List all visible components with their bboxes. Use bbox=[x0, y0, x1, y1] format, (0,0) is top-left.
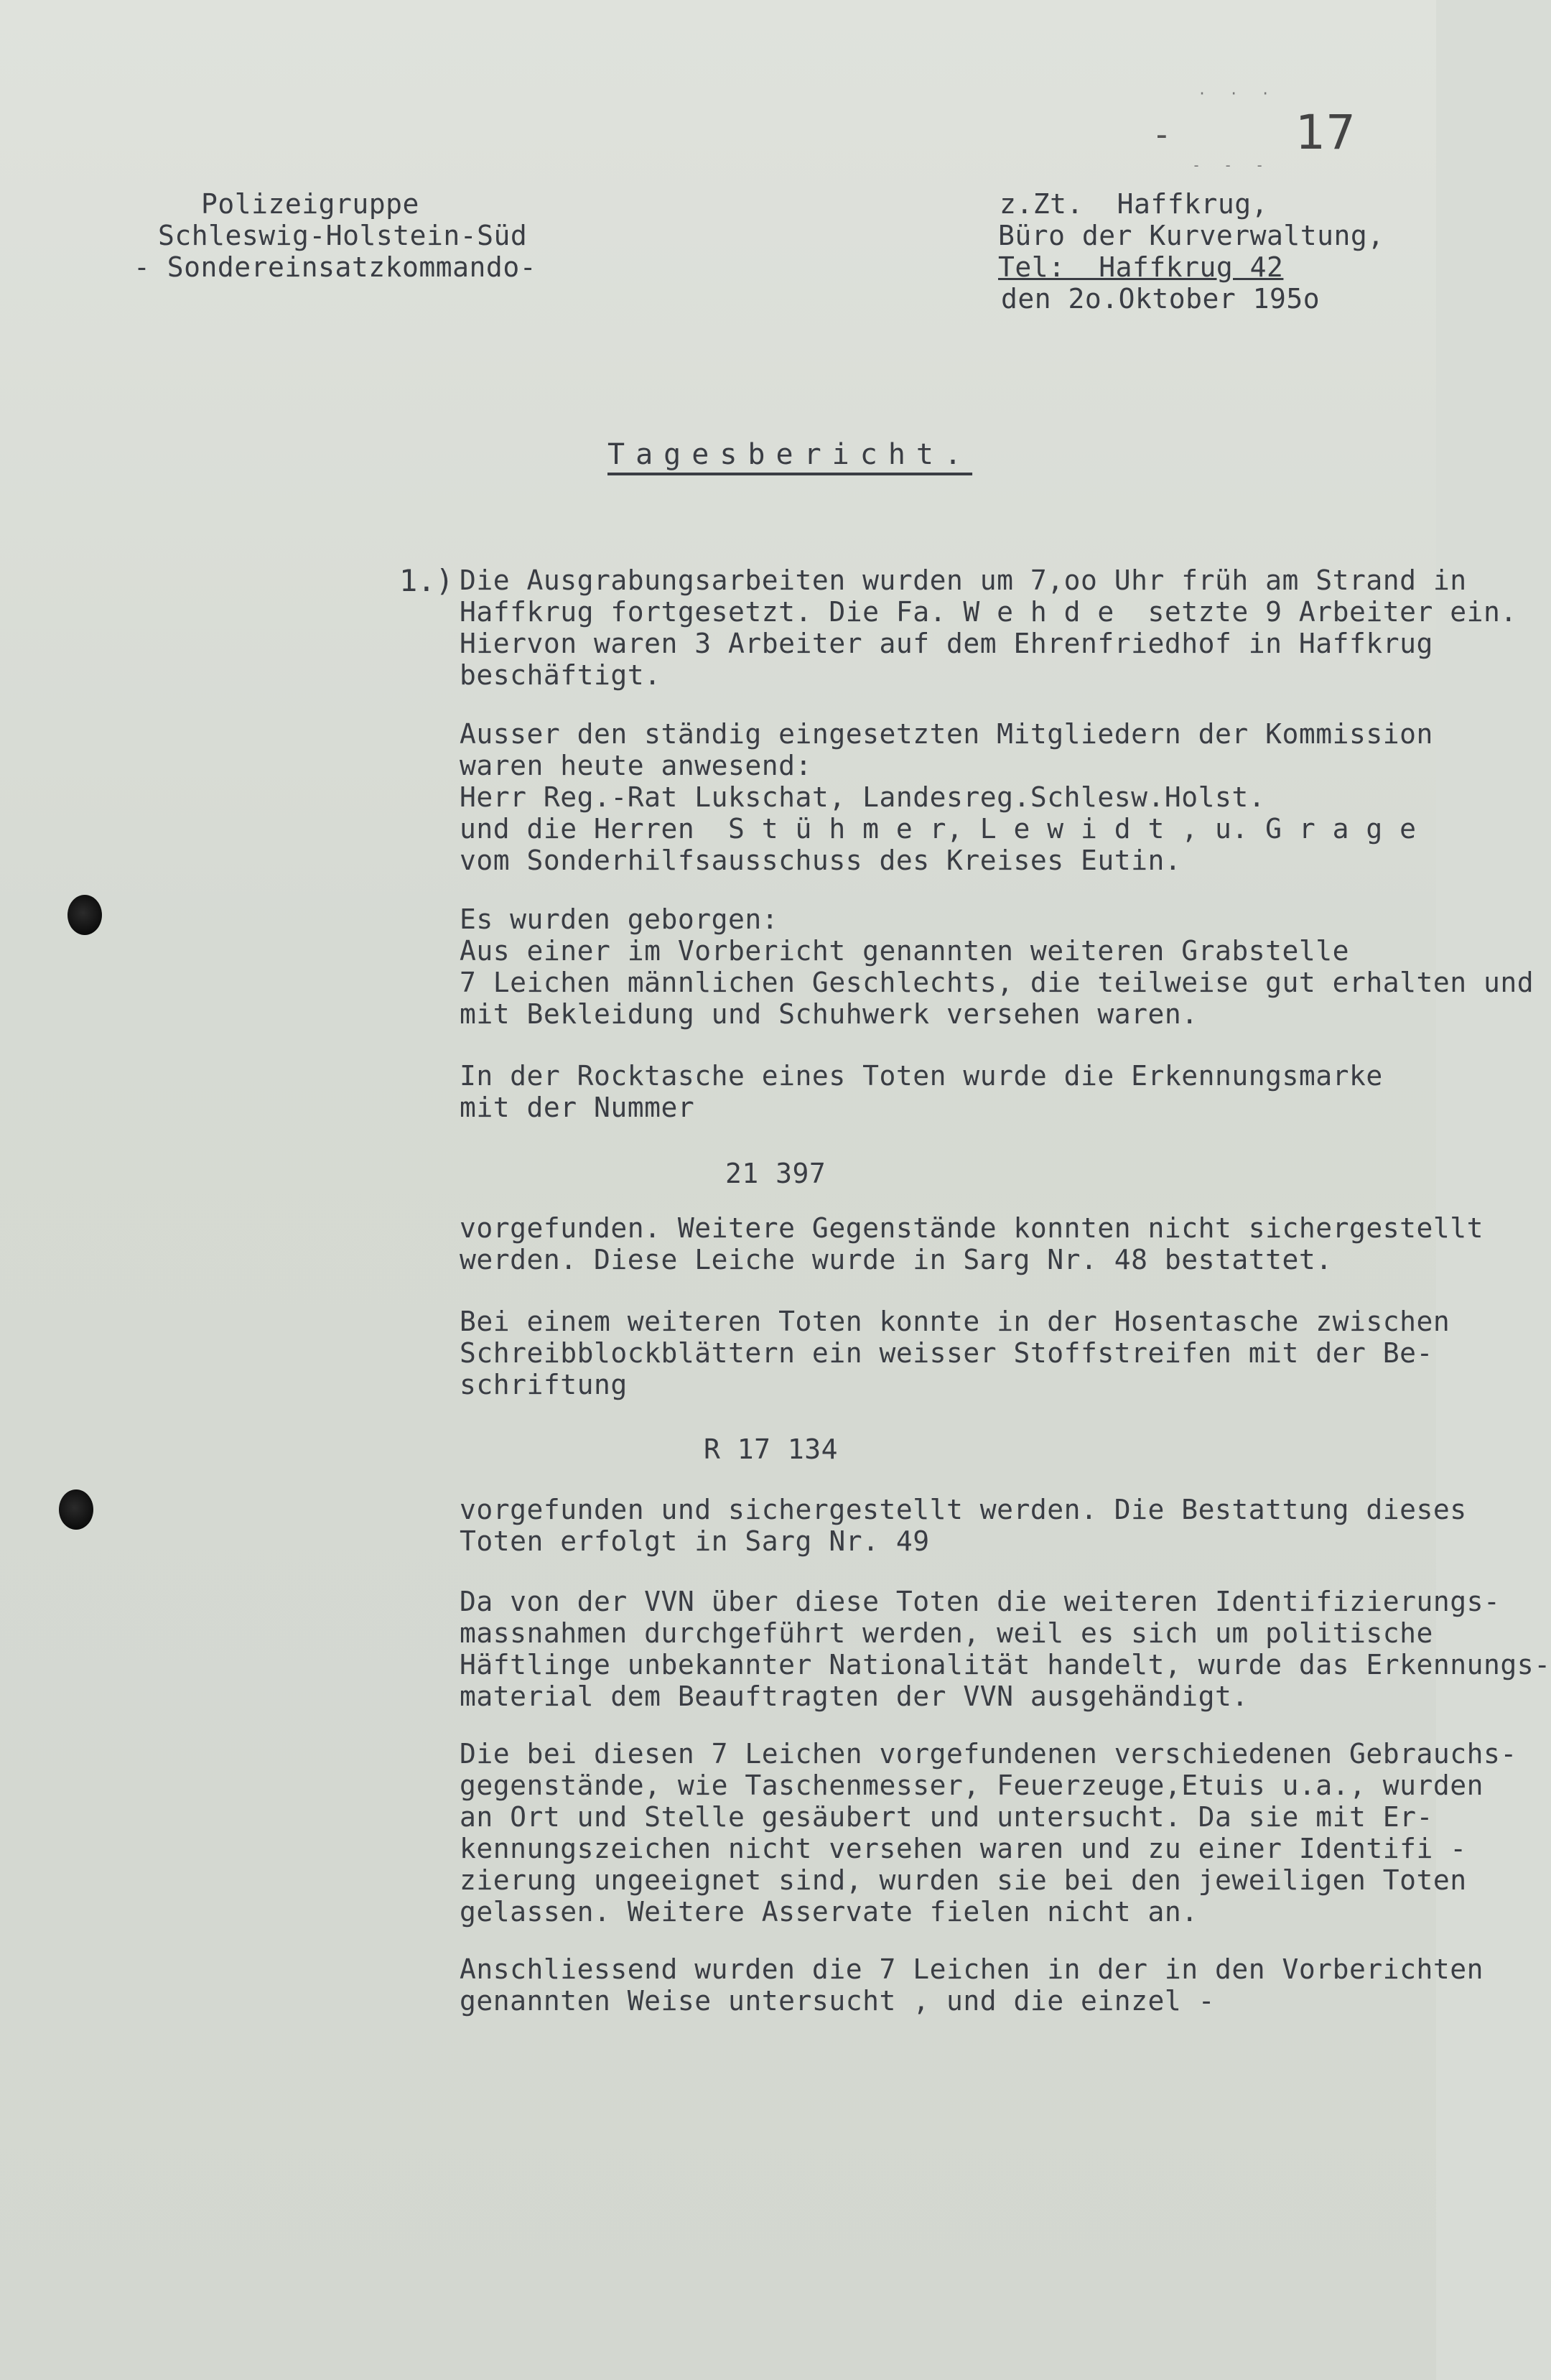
text-line: schriftung bbox=[460, 1369, 628, 1400]
page-number: 17 bbox=[1295, 105, 1356, 160]
paragraph bbox=[460, 1953, 1484, 2017]
text-line: Schreibblockblättern ein weisser Stoffstreifen mit der Be- bbox=[460, 1337, 1433, 1369]
paragraph bbox=[460, 718, 1433, 876]
punch-hole bbox=[59, 1489, 93, 1530]
paragraph bbox=[460, 1212, 1484, 1275]
header-left-line: - Sondereinsatzkommando- bbox=[134, 251, 537, 283]
text-line: zierung ungeeignet sind, wurden sie bei den jeweiligen Toten bbox=[460, 1864, 1467, 1896]
text-line: werden. Diese Leiche wurde in Sarg Nr. 48 bestattet. bbox=[460, 1244, 1333, 1275]
header-right-line: den 2o.Oktober 195o bbox=[1001, 283, 1321, 315]
paragraph bbox=[460, 564, 1517, 691]
paragraph bbox=[460, 1738, 1517, 1928]
text-line: Die bei diesen 7 Leichen vorgefundenen verschiedenen Gebrauchs- bbox=[460, 1738, 1517, 1770]
text-line: In der Rocktasche eines Toten wurde die Erkennungsmarke bbox=[460, 1060, 1383, 1092]
header-right-line: Tel: Haffkrug 42 bbox=[998, 251, 1284, 283]
text-line: an Ort und Stelle gesäubert und untersucht. Da sie mit Er- bbox=[460, 1801, 1433, 1833]
header-left-line: Schleswig-Holstein-Süd bbox=[158, 220, 528, 251]
paragraph bbox=[460, 1306, 1450, 1400]
text-line: Hiervon waren 3 Arbeiter auf dem Ehrenfriedhof in Haffkrug bbox=[460, 628, 1433, 659]
text-line: Ausser den ständig eingesetzten Mitgliedern der Kommission bbox=[460, 718, 1433, 750]
header-right-line: Büro der Kurverwaltung, bbox=[998, 220, 1384, 251]
text-line: Aus einer im Vorbericht genannten weiteren Grabstelle bbox=[460, 935, 1350, 967]
archive-dots: · · · bbox=[1198, 85, 1277, 102]
paragraph bbox=[460, 1494, 1467, 1557]
text-line: Haffkrug fortgesetzt. Die Fa. W e h d e setzte 9 Arbeiter ein. bbox=[460, 596, 1517, 628]
text-line: vorgefunden und sichergestellt werden. Die Bestattung dieses bbox=[460, 1494, 1467, 1525]
text-line: Bei einem weiteren Toten konnte in der Hosentasche zwischen bbox=[460, 1306, 1450, 1337]
text-line: mit der Nummer bbox=[460, 1092, 695, 1123]
margin-mark: - bbox=[1152, 115, 1172, 154]
text-line: Es wurden geborgen: bbox=[460, 903, 779, 935]
text-line: mit Bekleidung und Schuhwerk versehen waren. bbox=[460, 998, 1198, 1030]
text-line: 21 397 bbox=[725, 1158, 826, 1189]
identification-number bbox=[725, 1158, 826, 1189]
document-title: Tagesbericht. bbox=[607, 438, 973, 471]
text-line: vom Sonderhilfsausschuss des Kreises Eutin. bbox=[460, 845, 1182, 876]
archive-dots-lower: - - - bbox=[1192, 157, 1272, 174]
text-line: Häftlinge unbekannter Nationalität handelt, wurde das Erkennungs- bbox=[460, 1649, 1551, 1681]
text-line: 7 Leichen männlichen Geschlechts, die teilweise gut erhalten und bbox=[460, 967, 1534, 998]
text-line: vorgefunden. Weitere Gegenstände konnten nicht sichergestellt bbox=[460, 1212, 1484, 1244]
text-line: kennungszeichen nicht versehen waren und zu einer Identifi - bbox=[460, 1833, 1467, 1864]
item-number: 1.) bbox=[399, 563, 454, 598]
paragraph bbox=[460, 1060, 1383, 1123]
text-line: gegenstände, wie Taschenmesser, Feuerzeuge,Etuis u.a., wurden bbox=[460, 1770, 1484, 1801]
paragraph bbox=[460, 1586, 1551, 1712]
text-line: material dem Beauftragten der VVN ausgehändigt. bbox=[460, 1681, 1249, 1712]
text-line: R 17 134 bbox=[704, 1433, 839, 1465]
text-line: genannten Weise untersucht , und die einzel - bbox=[460, 1985, 1216, 2017]
text-line: massnahmen durchgeführt werden, weil es sich um politische bbox=[460, 1617, 1433, 1649]
paragraph bbox=[460, 903, 1534, 1030]
header-left-line: Polizeigruppe bbox=[201, 188, 419, 220]
text-line: Anschliessend wurden die 7 Leichen in der in den Vorberichten bbox=[460, 1953, 1484, 1985]
text-line: beschäftigt. bbox=[460, 659, 661, 691]
text-line: Herr Reg.-Rat Lukschat, Landesreg.Schlesw.Holst. bbox=[460, 781, 1266, 813]
punch-hole bbox=[67, 895, 102, 935]
header-right-line: z.Zt. Haffkrug, bbox=[1000, 188, 1269, 220]
text-line: Toten erfolgt in Sarg Nr. 49 bbox=[460, 1525, 930, 1557]
text-line: Da von der VVN über diese Toten die weiteren Identifizierungs- bbox=[460, 1586, 1501, 1617]
identification-number bbox=[704, 1433, 838, 1465]
text-line: gelassen. Weitere Asservate fielen nicht an. bbox=[460, 1896, 1198, 1928]
text-line: waren heute anwesend: bbox=[460, 750, 812, 781]
text-line: Die Ausgrabungsarbeiten wurden um 7,oo Uhr früh am Strand in bbox=[460, 564, 1467, 596]
text-line: und die Herren S t ü h m e r, L e w i d t , u. G r a g e bbox=[460, 813, 1417, 845]
